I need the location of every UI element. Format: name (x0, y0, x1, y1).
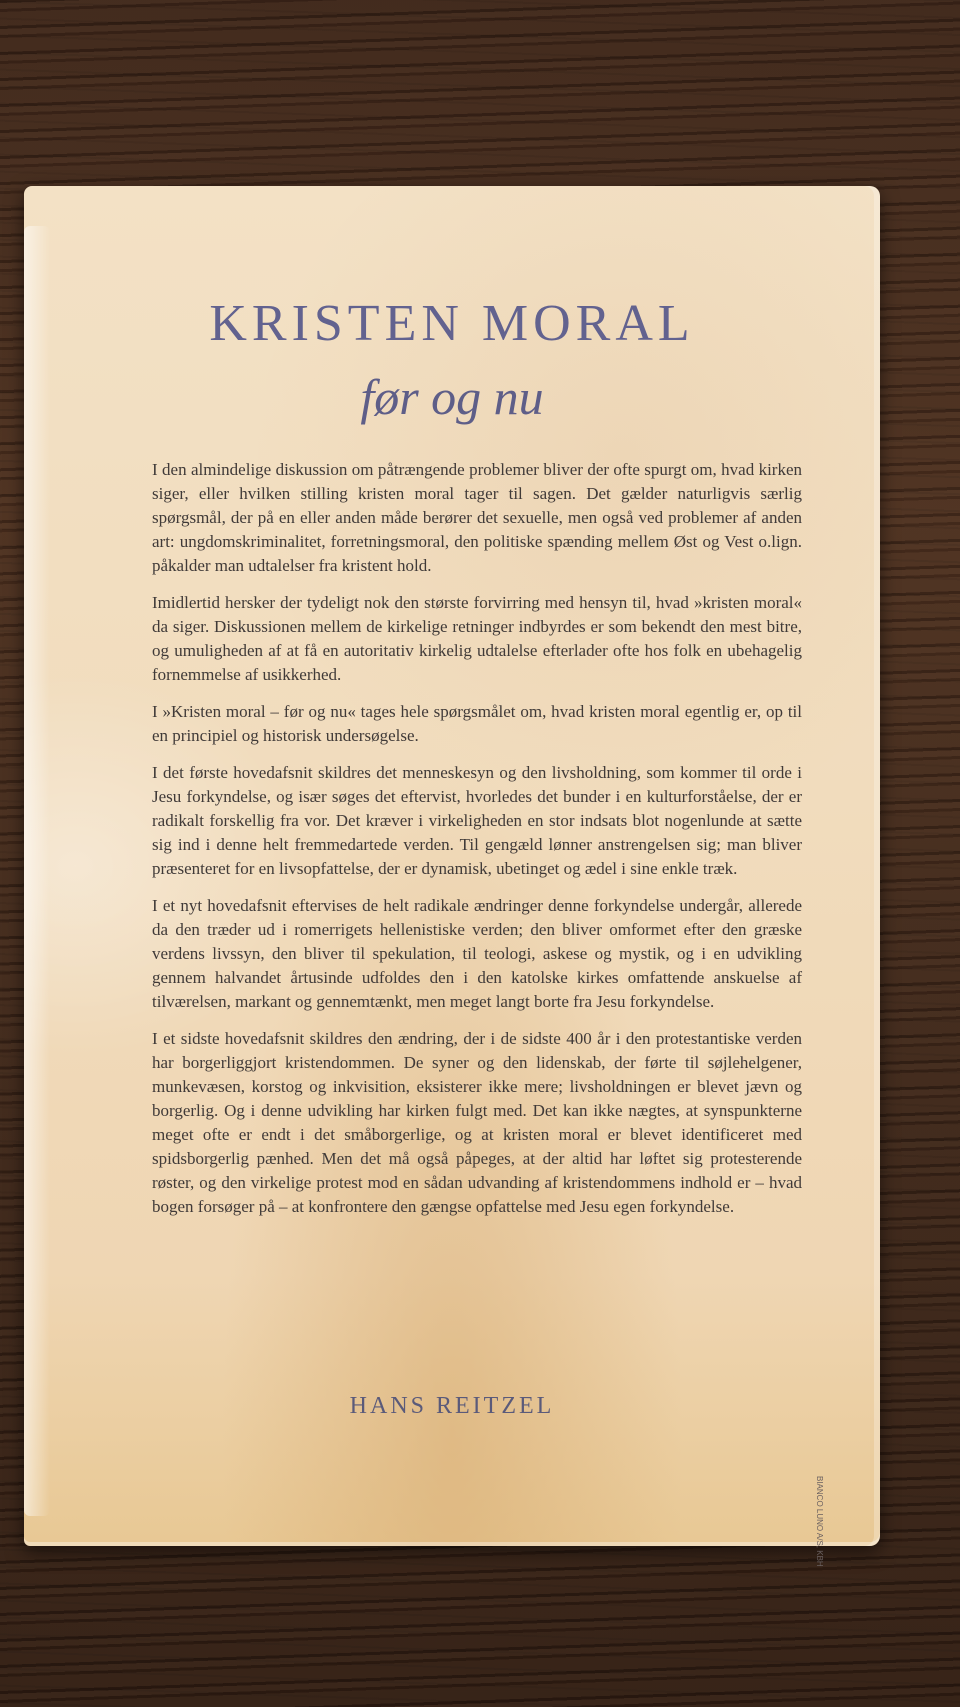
book-subtitle: før og nu (360, 369, 544, 425)
blurb-paragraph: I det første hovedafsnit skildres det menneskesyn og den livsholdning, som kommer til orde i Jesu forkyndelse, og især søges det eftervist, hvorledes det bunder i en kulturforståelse, der er radikalt forskellig fra vor. Det kræver i virkeligheden en stor indsats blot nogenlunde at sætte sig ind i denne helt fremmedartede verden. Til gengæld lønner anstrengelsen sig; man bliver præsenteret for en livsopfattelse, der er dynamisk, ubetinget og ædel i sine enkle træk. (152, 763, 802, 878)
blurb-paragraph: Imidlertid hersker der tydeligt nok den største forvirring med hensyn til, hvad »kristen moral« da siger. Diskussionen mellem de kirkelige retninger indbyrdes er som bekendt den mest bitre, og umuligheden af at få en autoritativ kirkelig udtalelse efterlader ofte hos folk en ubehagelig fornemmelse af usikkerhed. (152, 593, 802, 684)
publisher-name: HANS REITZEL (349, 1393, 555, 1419)
blurb-paragraph: I den almindelige diskussion om påtrængende problemer bliver der ofte spurgt om, hvad kirken siger, eller hvilken stilling kristen moral tager til sagen. Det gælder naturligvis særlig spørgsmål, der på en eller anden måde berører det sexuelle, men også ved problemer af anden art: ungdomskriminalitet, forretningsmoral, den politiske spænding mellem Øst og Vest o.lign. påkalder man udtalelser fra kristent hold. (152, 460, 802, 575)
printer-mark: BIANCO LUNO A/S, KBH (815, 1476, 824, 1567)
blurb-paragraph: I et sidste hovedafsnit skildres den ændring, der i de sidste 400 år i den protestantiske verden har borgerliggjort kristendommen. De syner og den lidenskab, der førte til søjlehelgener, munkevæsen, korstog og inkvisition, eksisterer ikke mere; livsholdningen er blevet jævn og borgerlig. Og i denne udvikling har kirken fulgt med. Det kan ikke nægtes, at synspunkterne meget ofte er endt i det småborgerlige, og at kristen moral er blevet identificeret med spidsborgerlig pænhed. Men det må også påpeges, at der altid har løftet sig protesterende røster, og den virkelige protest mod en sådan udvanding af kristendommens indhold er – hvad bogen forsøger på – at konfrontere den gængse opfattelse med Jesu egen forkyndelse. (152, 1029, 802, 1216)
blurb-paragraph: I et nyt hovedafsnit eftervises de helt radikale ændringer denne forkyndelse undergår, allerede da den træder ud i romerrigets hellenistiske verden; den bliver omformet efter den græske verdens livssyn, den bliver til spekulation, til teologi, askese og mystik, og i en udvikling gennem halvandet årtusinde udfoldes den i den katolske kirkes omfattende anskuelse af tilværelsen, markant og gennemtænkt, men meget langt borte fra Jesu forkyndelse. (152, 896, 802, 1011)
blurb-paragraph: I »Kristen moral – før og nu« tages hele spørgsmålet om, hvad kristen moral egentlig er, op til en principiel og historisk undersøgelse. (152, 702, 802, 745)
blurb-text (152, 458, 802, 1232)
book-back-cover (24, 186, 880, 1567)
book-title: KRISTEN MORAL (209, 295, 695, 352)
